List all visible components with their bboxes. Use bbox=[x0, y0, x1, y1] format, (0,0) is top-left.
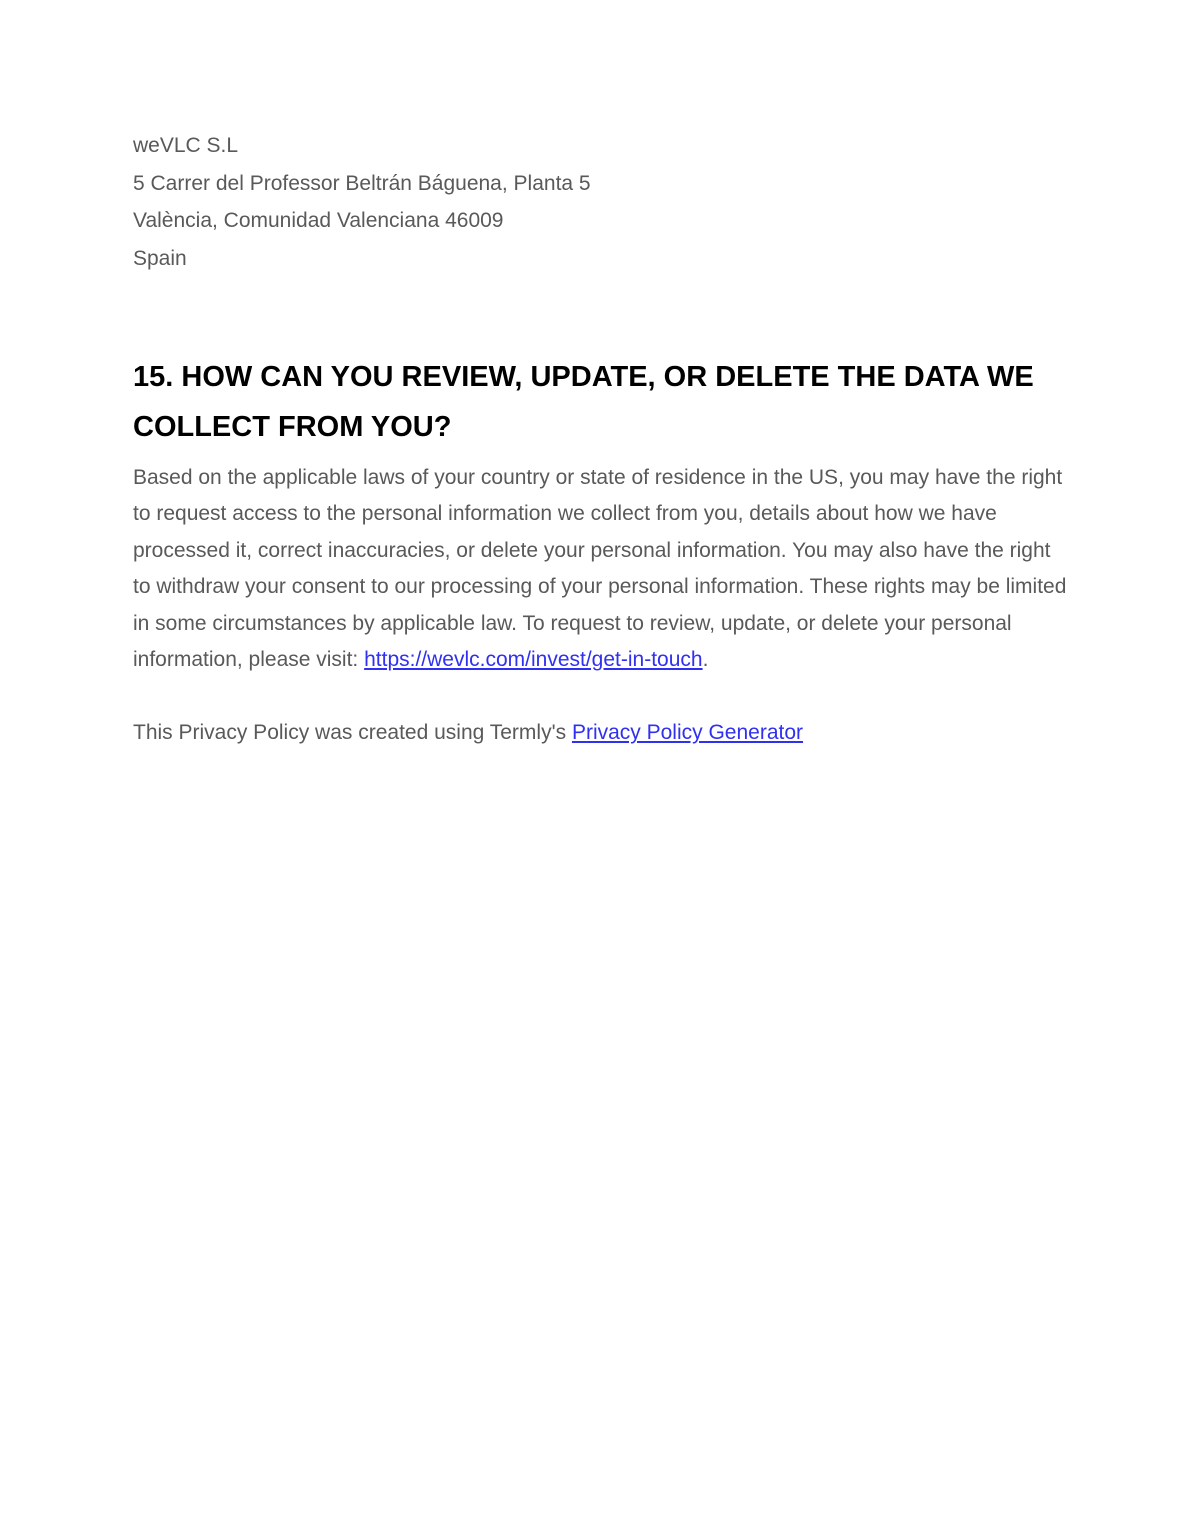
section-body-text: Based on the applicable laws of your country or state of residence in the US, you may have the right to request access to the personal information we collect from you, details about how we have processed it, correct inaccuracies, or delete your personal information. You may also have the right to withdraw your consent to our processing of your personal information. These rights may be limited in some circumstances by applicable law. To request to review, update, or delete your personal information, please visit: bbox=[133, 466, 1067, 672]
document-page bbox=[133, 127, 1073, 752]
address-company: weVLC S.L bbox=[133, 134, 239, 157]
contact-address bbox=[133, 127, 1073, 277]
attribution-text: This Privacy Policy was created using Termly's bbox=[133, 721, 572, 745]
address-city-region: València, Comunidad Valenciana 46009 bbox=[133, 209, 504, 232]
section-body bbox=[133, 460, 1073, 678]
section-body-end: . bbox=[702, 648, 709, 672]
get-in-touch-link[interactable]: https://wevlc.com/invest/get-in-touch bbox=[364, 648, 703, 672]
section-heading: 15. HOW CAN YOU REVIEW, UPDATE, OR DELETE THE DATA WE COLLECT FROM YOU? bbox=[133, 361, 1034, 443]
address-country: Spain bbox=[133, 246, 187, 270]
privacy-policy-generator-link[interactable]: Privacy Policy Generator bbox=[571, 721, 804, 745]
termly-attribution bbox=[133, 715, 1073, 751]
address-street: 5 Carrer del Professor Beltrán Báguena, Planta 5 bbox=[133, 171, 591, 195]
